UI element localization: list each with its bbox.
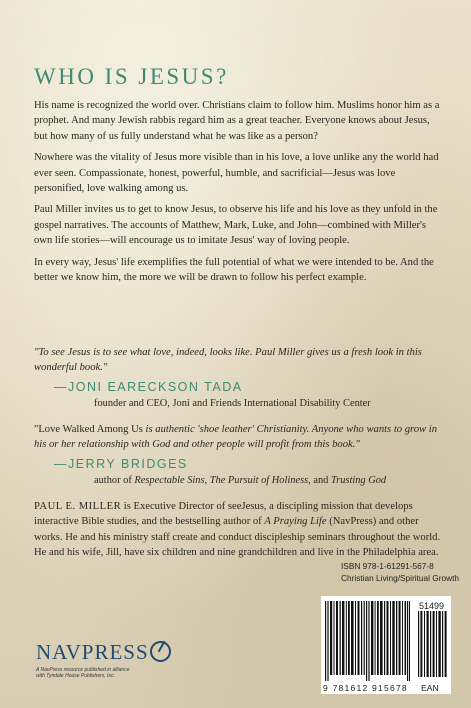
author-name: PAUL E. MILLER [34, 501, 122, 512]
isbn-number: ISBN 978-1-61291-567-8 [341, 561, 434, 571]
quote-text: "To see Jesus is to see what love, indeed, looks like. Paul Miller gives us a fresh look in this wonderful book." [34, 347, 422, 374]
author-bio [34, 499, 444, 561]
barcode-number: 9 781612 915678 [323, 683, 408, 693]
endorsement-tada [34, 345, 444, 412]
paragraph: Nowhere was the vitality of Jesus more visible than in his love, a love unlike any the world had ever seen. Compassionate, honest, powerful, humble, and sacrificial—Jesus was love personified, love walking among us. [34, 152, 439, 195]
logo-text: NAVPRESS [36, 640, 149, 664]
separator: , and [308, 475, 331, 487]
paragraph: His name is recognized the world over. Christians claim to follow him. Muslims honor him as a prophet. And many Jewish rabbis regard him as a great teacher. Everyone knows about Jesus, but how many of us fully understand what he was like as a person? [34, 100, 440, 142]
quote-author-role: founder and CEO, Joni and Friends International Disability Center [94, 398, 371, 410]
role-lead: author of [94, 475, 135, 487]
heading: WHO IS JESUS? [34, 64, 229, 89]
barcode-icon [325, 601, 410, 681]
isbn-block [341, 560, 459, 584]
publisher-logo [36, 640, 176, 679]
navpress-mark-icon [150, 641, 171, 662]
endorsement-bridges [34, 422, 444, 489]
quote-title: "Love Walked Among Us [34, 424, 143, 435]
logo-wordmark [36, 640, 176, 665]
paragraph: In every way, Jesus' life exemplifies the full potential of what we were intended to be. And the better we know him, the more we will be drawn to follow his perfect example. [34, 256, 434, 284]
separator: , [204, 475, 210, 487]
publisher-note: A NavPress resource published in alliance with Tyndale House Publishers, Inc. [36, 667, 130, 679]
book-title: The Pursuit of Holiness [209, 475, 309, 487]
quote-author-role [94, 473, 444, 488]
bio-text: is Executive Director of seeJesus, a discipling mission that develops interactive Bible studies, and the bestselling author of [34, 501, 413, 528]
ean-label: EAN [421, 683, 439, 693]
addon-barcode-icon [418, 611, 448, 677]
book-title: Respectable Sins [134, 475, 205, 487]
description [34, 98, 444, 291]
book-title: Trusting God [330, 475, 387, 487]
quote-author: —JERRY BRIDGES [54, 456, 188, 471]
book-title: A Praying Life [264, 516, 327, 528]
quote-body: is authentic 'shoe leather' Christianity. Anyone who wants to grow in his or her relationship with God and other people will profit from this book." [34, 424, 437, 451]
price-code: 51499 [419, 601, 445, 611]
bio-text: (NavPress) and other works. He and his ministry staff create and conduct discipleship seminars throughout the world. He and his wife, Jill, have six children and nine grandchildren and live in the Philadelphia area. [34, 516, 441, 559]
category: Christian Living/Spiritual Growth [341, 573, 460, 583]
quote-author: —JONI EARECKSON TADA [54, 379, 243, 394]
paragraph: Paul Miller invites us to get to know Jesus, to observe his life and his love as they unfold in the gospel narratives. The accounts of Matthew, Mark, Luke, and John—combined with Miller's own life stories—will encourage us to imitate Jesus' way of loving people. [34, 204, 438, 247]
quote-text [34, 422, 444, 453]
